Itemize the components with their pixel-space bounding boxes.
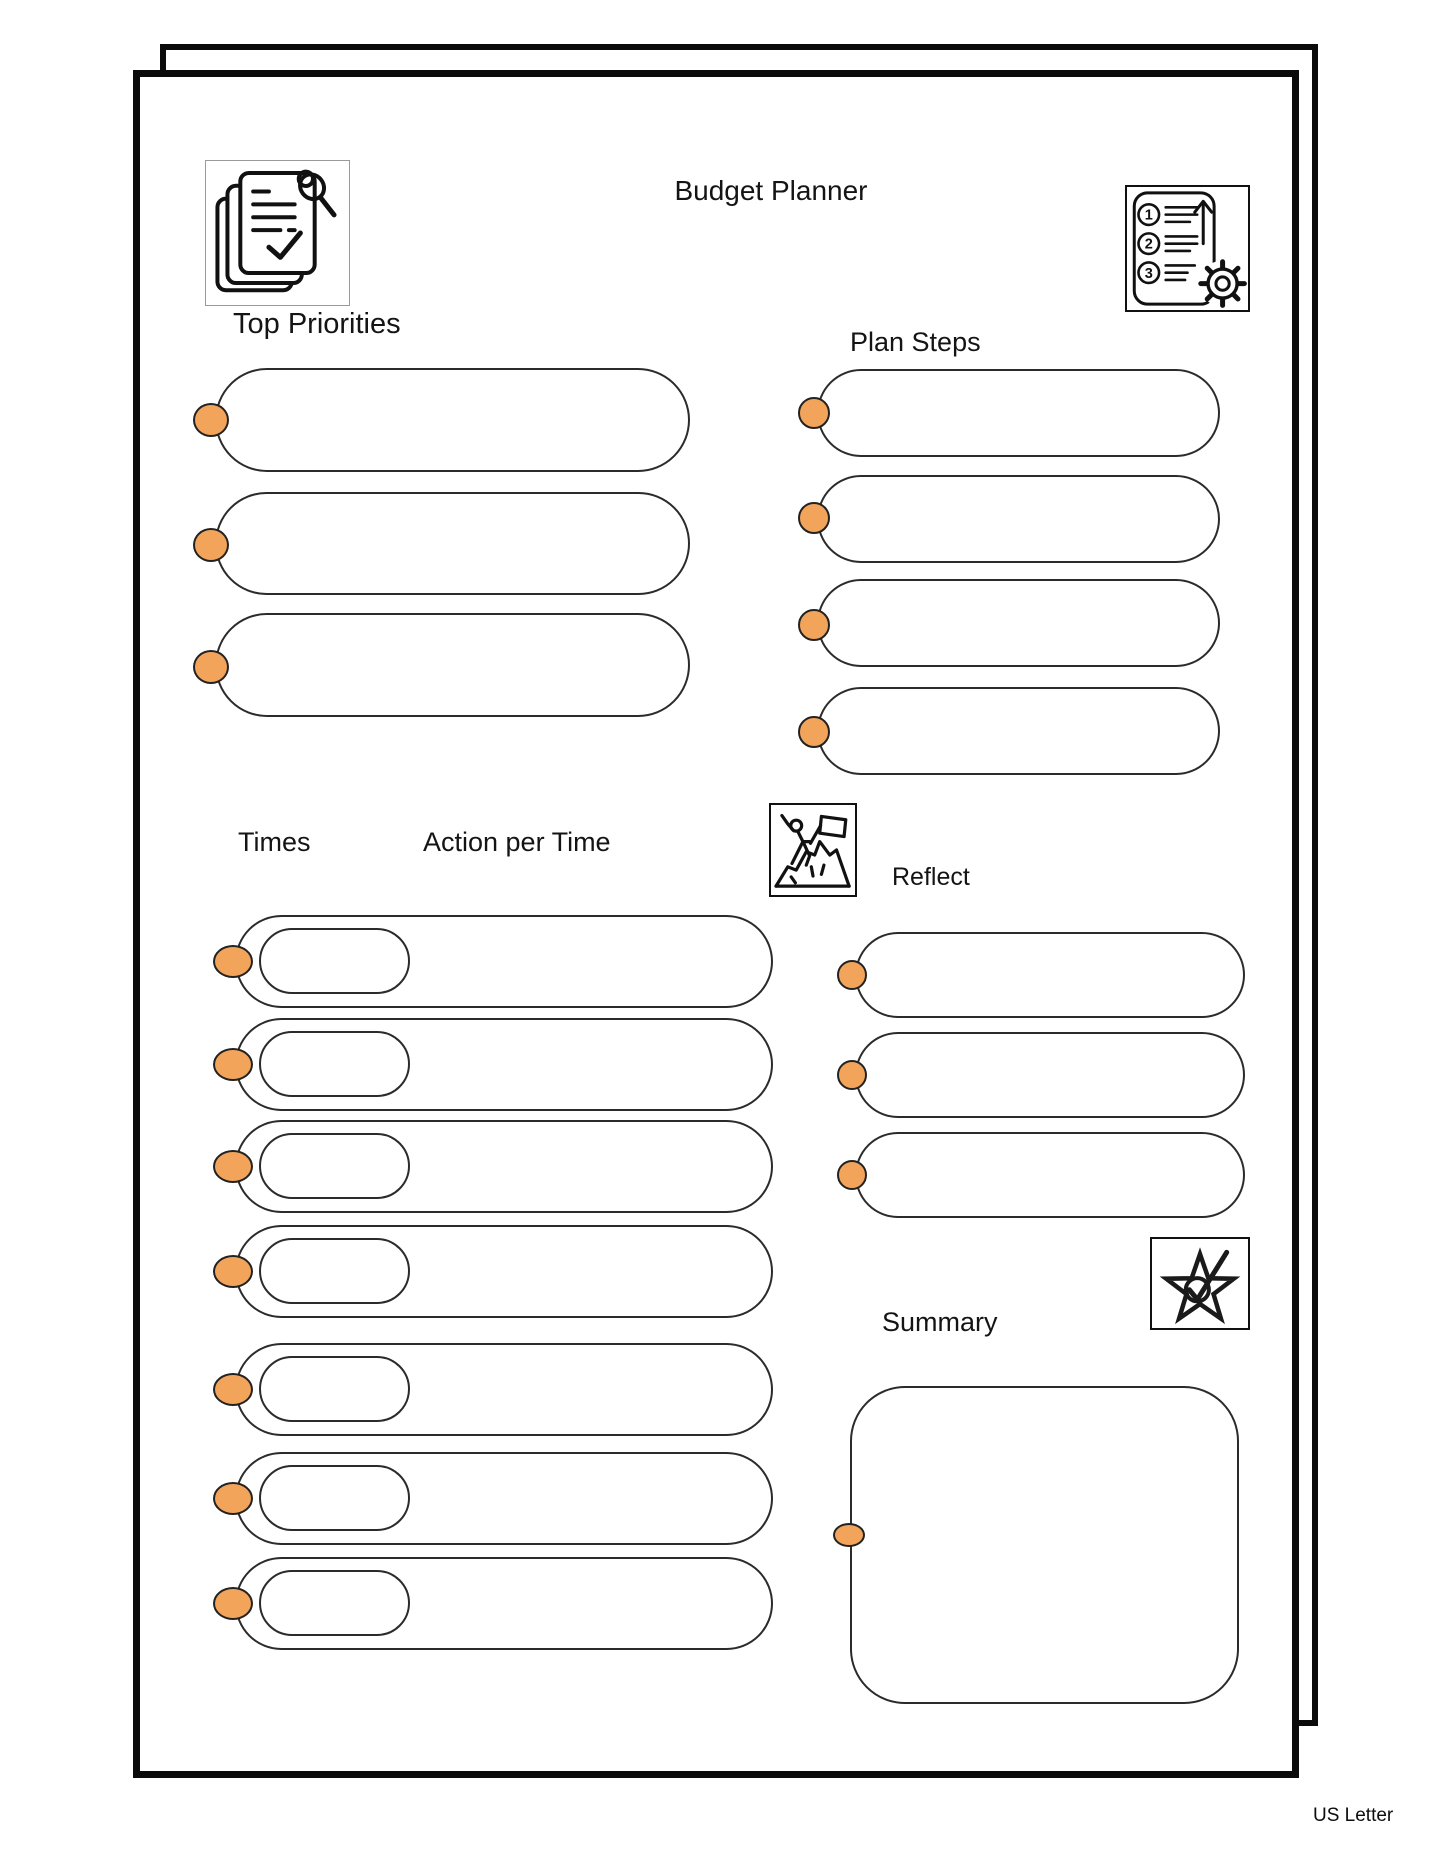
bullet-dot — [213, 1587, 253, 1620]
top-priority-field-1[interactable] — [215, 368, 690, 472]
svg-text:1: 1 — [1144, 207, 1153, 224]
bullet-dot — [213, 1150, 253, 1183]
bullet-dot — [193, 528, 229, 562]
bullet-dot — [213, 1373, 253, 1406]
reflect-field-2[interactable] — [855, 1032, 1245, 1118]
time-field-1[interactable] — [259, 928, 410, 994]
time-field-5[interactable] — [259, 1356, 410, 1422]
bullet-dot — [798, 397, 830, 429]
summary-heading: Summary — [882, 1307, 998, 1337]
bullet-dot — [798, 716, 830, 748]
pinned-checklist-papers-icon — [205, 160, 350, 306]
plan-step-field-1[interactable] — [817, 369, 1220, 457]
action-per-time-heading: Action per Time — [423, 827, 611, 857]
reflect-heading: Reflect — [892, 863, 970, 891]
times-heading: Times — [238, 827, 311, 857]
reflect-field-3[interactable] — [855, 1132, 1245, 1218]
plan-step-field-4[interactable] — [817, 687, 1220, 775]
bullet-dot — [833, 1523, 865, 1547]
svg-text:3: 3 — [1144, 265, 1153, 282]
time-field-6[interactable] — [259, 1465, 410, 1531]
page-title: Budget Planner — [674, 175, 868, 206]
top-priorities-heading: Top Priorities — [233, 308, 401, 340]
plan-step-field-2[interactable] — [817, 475, 1220, 563]
bullet-dot — [213, 1482, 253, 1515]
time-field-3[interactable] — [259, 1133, 410, 1199]
bullet-dot — [837, 1160, 867, 1190]
top-priority-field-2[interactable] — [215, 492, 690, 595]
reflect-field-1[interactable] — [855, 932, 1245, 1018]
bullet-dot — [837, 960, 867, 990]
summary-field[interactable] — [850, 1386, 1239, 1704]
plan-step-field-3[interactable] — [817, 579, 1220, 667]
bullet-dot — [798, 609, 830, 641]
svg-text:2: 2 — [1144, 236, 1153, 253]
bullet-dot — [837, 1060, 867, 1090]
page-format-label: US Letter — [1313, 1805, 1394, 1826]
top-priority-field-3[interactable] — [215, 613, 690, 717]
time-field-7[interactable] — [259, 1570, 410, 1636]
bullet-dot — [798, 502, 830, 534]
time-field-4[interactable] — [259, 1238, 410, 1304]
bullet-dot — [193, 403, 229, 437]
star-checkmark-icon — [1150, 1237, 1250, 1330]
numbered-plan-gear-icon — [1125, 185, 1250, 312]
bullet-dot — [213, 1048, 253, 1081]
bullet-dot — [213, 945, 253, 978]
time-field-2[interactable] — [259, 1031, 410, 1097]
mountain-summit-flag-icon — [769, 803, 857, 897]
bullet-dot — [213, 1255, 253, 1288]
bullet-dot — [193, 650, 229, 684]
plan-steps-heading: Plan Steps — [850, 327, 981, 357]
